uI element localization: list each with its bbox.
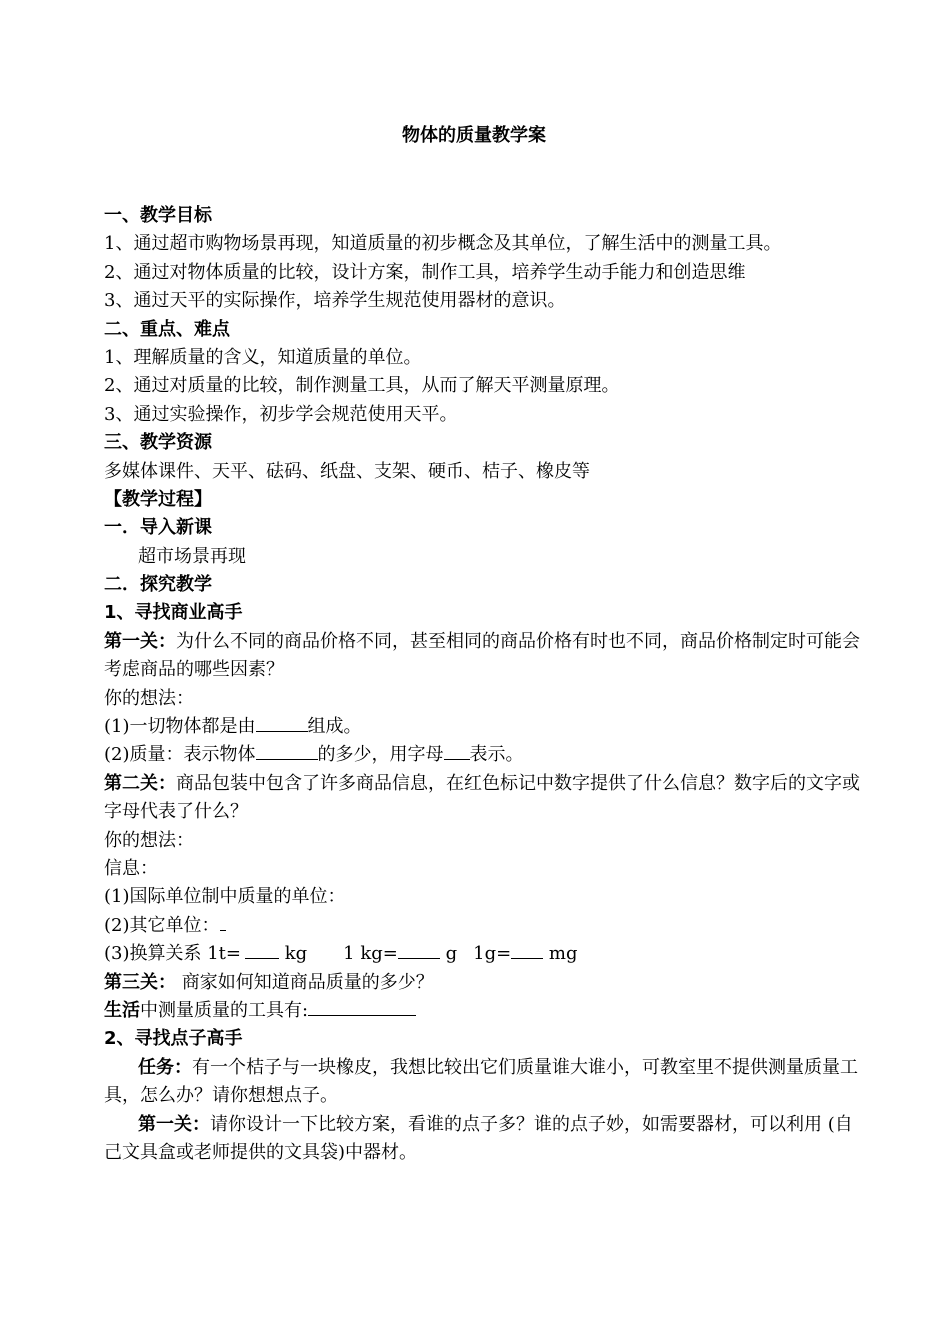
process-heading: 【教学过程】 <box>104 488 212 510</box>
task2-heading: 2、寻找点子高手 <box>104 1028 243 1050</box>
info-item-1: (1)国际单位制中质量的单位： <box>104 886 346 908</box>
question-1-prefix: (1)一切物体都是由 <box>104 716 256 738</box>
unit-mg: mg <box>548 943 578 965</box>
document-body <box>104 202 864 1167</box>
goal-item-3: 3、通过天平的实际操作，培养学生规范使用器材的意识。 <box>104 290 566 312</box>
your-idea-2: 你的想法： <box>104 829 194 851</box>
question-2 <box>104 741 864 769</box>
mission-label: 任务： <box>138 1056 192 1078</box>
level1-label: 第一关： <box>104 630 176 652</box>
question-2-middle: 的多少，用字母 <box>317 744 444 766</box>
question-2-suffix: 表示。 <box>469 744 524 766</box>
blank-field[interactable] <box>308 997 416 1016</box>
conversion-kg: 1 kg= <box>343 943 398 965</box>
part2-heading: 二．探究教学 <box>104 574 212 596</box>
level1-text: 为什么不同的商品价格不同，甚至相同的商品价格有时也不同，商品价格制定时可能会考虑商品的哪些因素？ <box>104 630 860 681</box>
level3-paragraph <box>104 969 864 997</box>
mission-paragraph <box>104 1054 864 1111</box>
task2-level1-label: 第一关： <box>138 1113 210 1135</box>
goal-item-1: 1、通过超市购物场景再现，知道质量的初步概念及其单位，了解生活中的测量工具。 <box>104 233 782 255</box>
section-heading-key-points: 二、重点、难点 <box>104 318 230 340</box>
level2-paragraph <box>104 770 864 827</box>
key-point-3: 3、通过实验操作，初步学会规范使用天平。 <box>104 403 458 425</box>
conversion-t: (3)换算关系 1t= <box>104 943 241 965</box>
key-point-2: 2、通过对质量的比较，制作测量工具，从而了解天平测量原理。 <box>104 375 620 397</box>
question-2-prefix: (2)质量：表示物体 <box>104 744 256 766</box>
question-1 <box>104 713 864 741</box>
info-item-2 <box>104 912 864 940</box>
level2-label: 第二关： <box>104 772 176 794</box>
section-heading-resources: 三、教学资源 <box>104 432 212 454</box>
question-1-suffix: 组成。 <box>307 716 362 738</box>
unit-kg: kg <box>284 943 308 965</box>
resources-list: 多媒体课件、天平、砝码、纸盘、支架、硬币、桔子、橡皮等 <box>104 460 590 482</box>
unit-g: g <box>445 943 458 965</box>
blank-field[interactable] <box>245 940 279 959</box>
info-item-2-text: (2)其它单位： <box>104 914 220 936</box>
blank-field[interactable] <box>220 912 226 931</box>
level1-paragraph <box>104 628 864 685</box>
blank-field[interactable] <box>444 741 470 760</box>
conversion-g: 1g= <box>473 943 512 965</box>
key-point-1: 1、理解质量的含义，知道质量的单位。 <box>104 346 422 368</box>
blank-field[interactable] <box>256 713 308 732</box>
level2-text: 商品包装中包含了许多商品信息，在红色标记中数字提供了什么信息？数字后的文字或字母代表了什么？ <box>104 772 860 823</box>
life-bold: 生活 <box>104 1000 140 1022</box>
mission-text: 有一个桔子与一块橡皮，我想比较出它们质量谁大谁小，可教室里不提供测量质量工具，怎么办？请你想想点子。 <box>104 1056 858 1107</box>
section-heading-goals: 一、教学目标 <box>104 205 212 226</box>
goal-item-2: 2、通过对物体质量的比较，设计方案，制作工具，培养学生动手能力和创造思维 <box>104 261 746 283</box>
blank-field[interactable] <box>256 741 318 760</box>
task2-level1-text: 请你设计一下比较方案，看谁的点子多？谁的点子妙，如需要器材，可以利用 (自己文具盒或老师提供的文具袋)中器材。 <box>104 1113 853 1164</box>
your-idea-1: 你的想法： <box>104 687 194 709</box>
life-text: 中测量质量的工具有: <box>140 1000 309 1022</box>
task2-level1-paragraph <box>104 1111 864 1168</box>
level3-text: 商家如何知道商品质量的多少？ <box>176 971 434 993</box>
info-item-3 <box>104 940 864 968</box>
task1-heading: 1、寻找商业高手 <box>104 602 243 624</box>
blank-field[interactable] <box>398 940 440 959</box>
part1-heading: 一．导入新课 <box>104 517 212 539</box>
blank-field[interactable] <box>511 940 543 959</box>
info-label: 信息： <box>104 858 158 880</box>
document-title: 物体的质量教学案 <box>402 125 546 146</box>
level3-label: 第三关： <box>104 971 176 993</box>
life-tools <box>104 997 864 1025</box>
part1-text: 超市场景再现 <box>138 545 246 567</box>
